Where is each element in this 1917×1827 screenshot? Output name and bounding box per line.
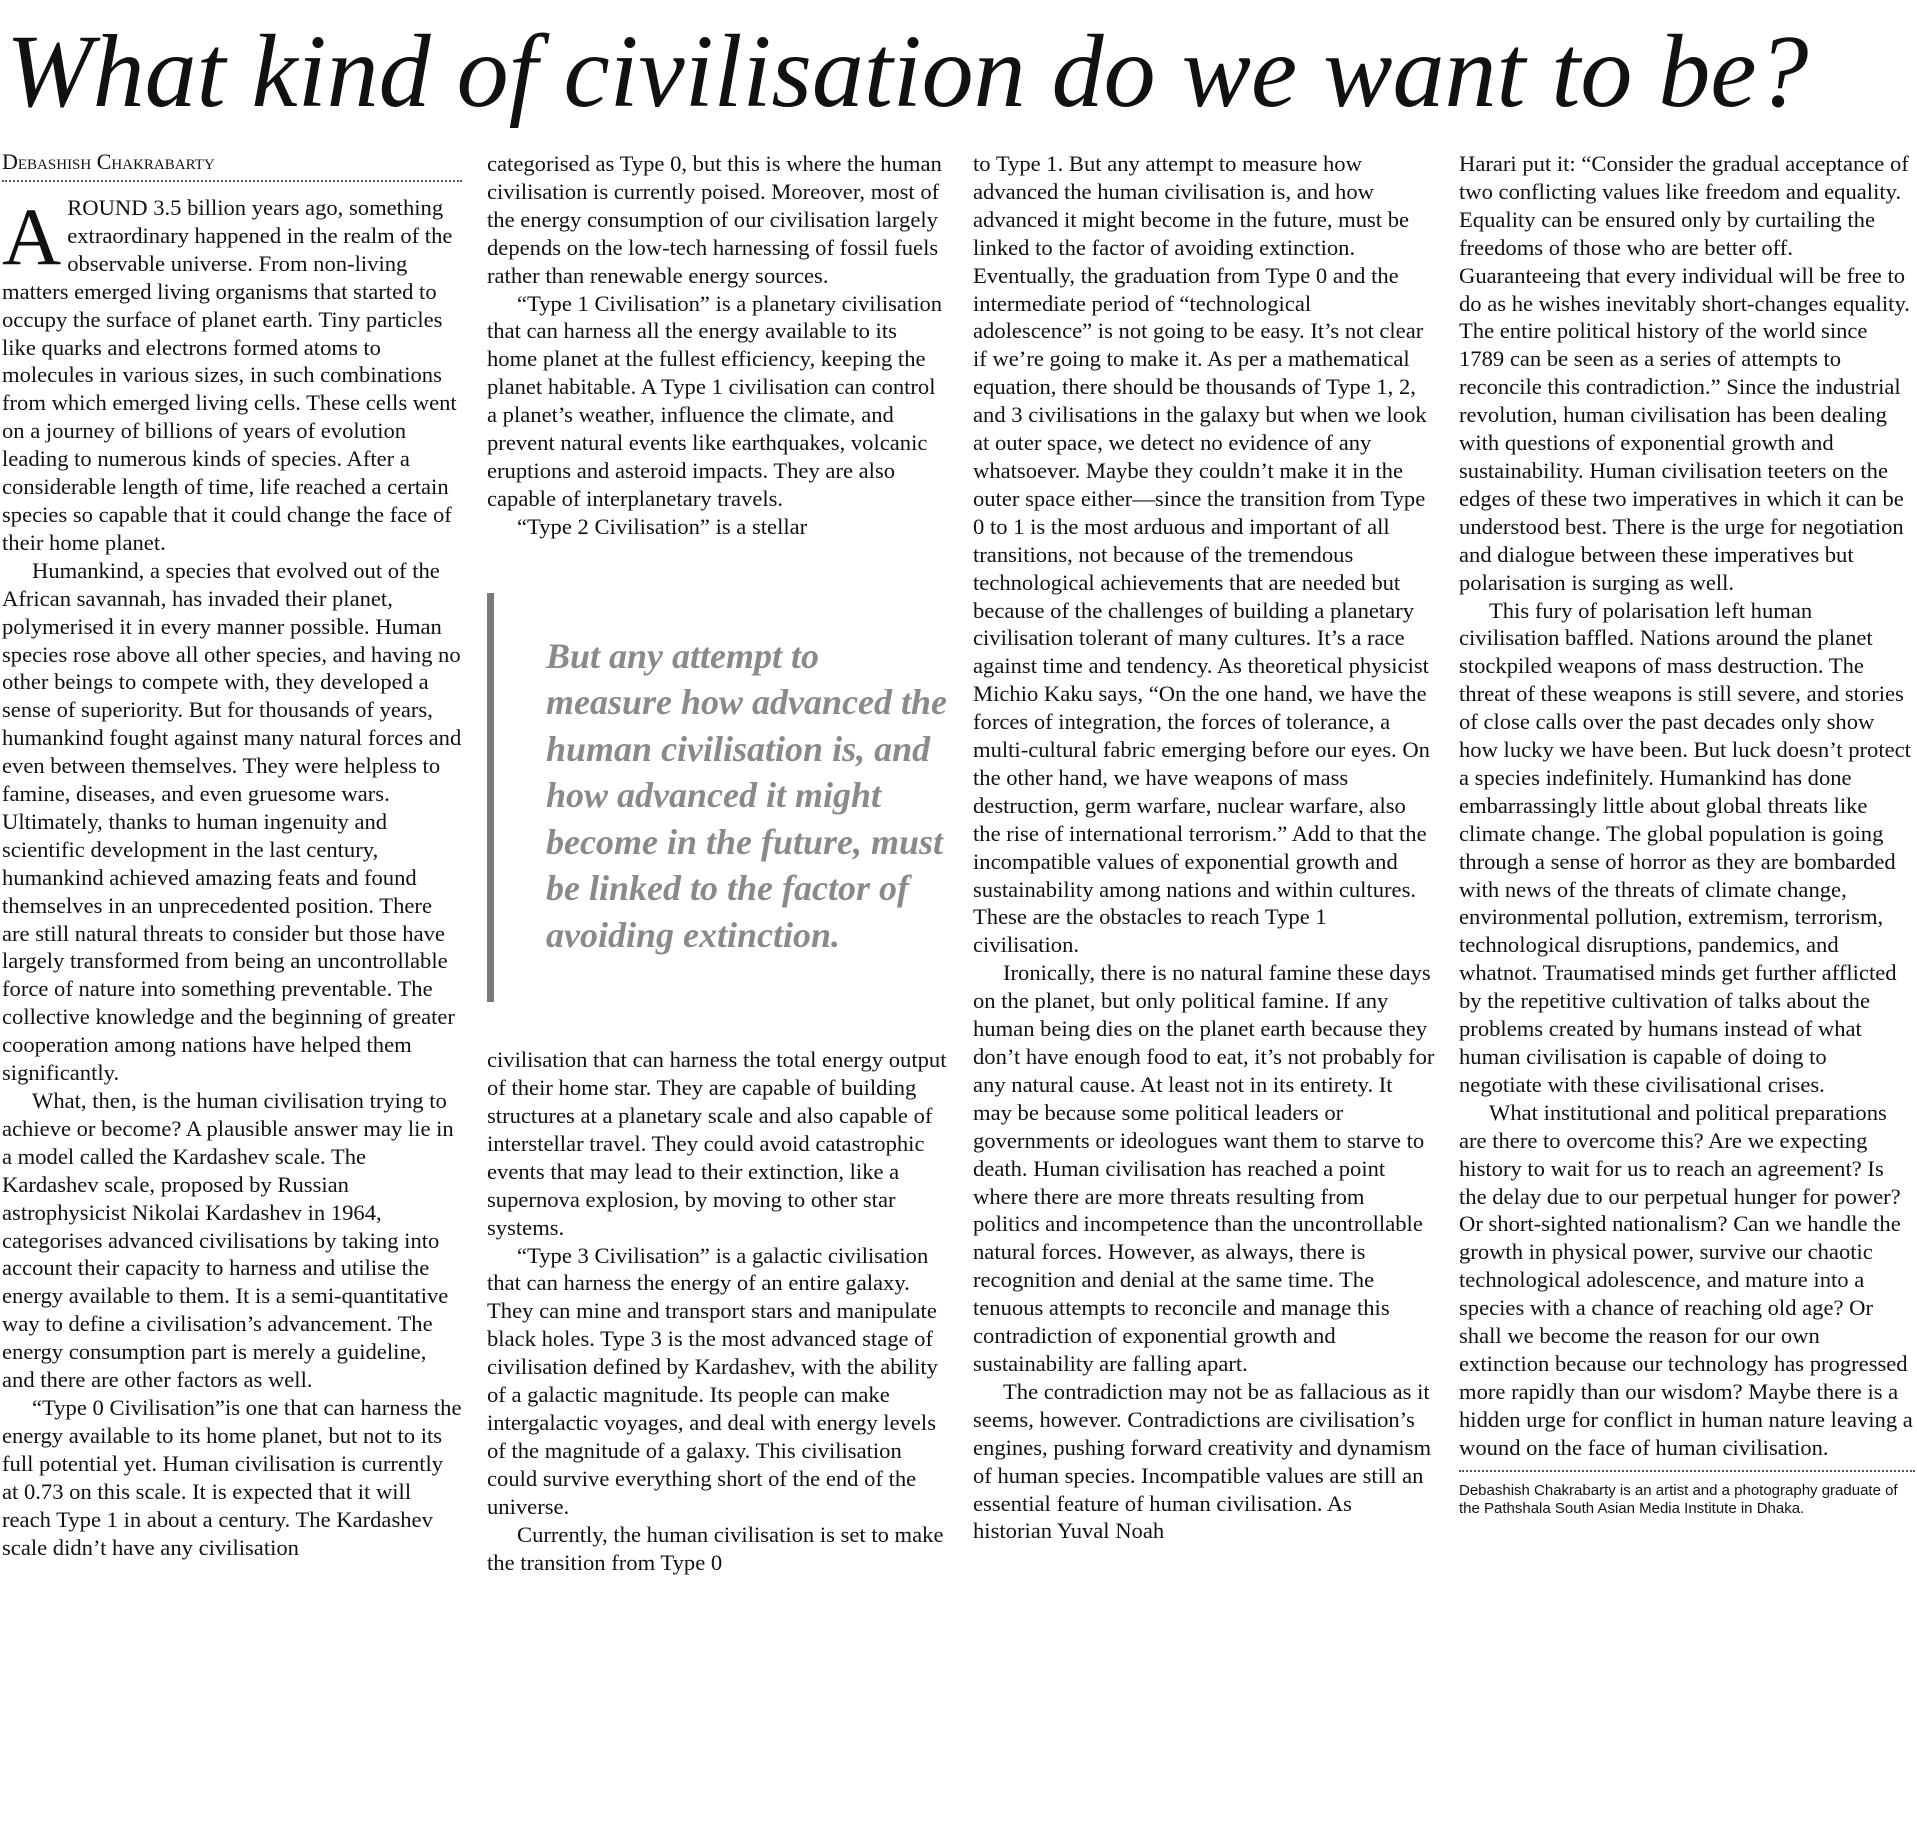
pull-quote: But any attempt to measure how advanced the human civilisation is, and how advanced it might become in the future, must be linked to the factor of avoiding extinction. — [487, 593, 949, 1003]
paragraph: Ironically, there is no natural famine these days on the planet, but only political famine. If any human being dies on the planet earth because they don’t have enough food to eat, it’s not probably for any natural cause. At least not in its entirety. It may be because some political leaders or governments or ideologues want them to starve to death. Human civilisation has reached a point where there are more threats resulting from politics and incompetence than the uncontrollable natural forces. However, as always, there is recognition and denial at the same time. The tenuous attempts to reconcile and manage this contradiction of exponential growth and sustainability are falling apart. — [973, 960, 1435, 1376]
drop-cap: A — [2, 191, 62, 282]
column-3 — [973, 150, 1435, 1545]
column-2 — [487, 150, 949, 1576]
paragraph: categorised as Type 0, but this is where the human civilisation is currently poised. Moreover, most of the energy consumption of our civilisation largely depends on the low-tech harnessing of fossil fuels rather than renewable energy sources. — [487, 151, 942, 288]
byline: Debashish Chakrabarty — [2, 150, 462, 182]
paragraph: What, then, is the human civilisation trying to achieve or become? A plausible answer may lie in a model called the Kardashev scale. The Kardashev scale, proposed by Russian astrophysicist Nikolai Kardashev in 1964, categorises advanced civilisations by taking into account their capacity to harness and utilise the energy available to them. It is a semi-quantitative way to define a civilisation’s advancement. The energy consumption part is merely a guideline, and there are other factors as well. — [2, 1088, 454, 1393]
paragraph: What institutional and political preparations are there to overcome this? Are we expecting history to wait for us to reach an agreement? Is the delay due to our perpetual hunger for power? Or short-sighted nationalism? Can we handle the growth in physical power, survive our chaotic technological adolescence, and mature into a species with a chance of reaching old age? Or shall we become the reason for our own extinction because our technology has progressed more rapidly than our wisdom? Maybe there is a hidden urge for conflict in human nature leaving a wound on the face of human civilisation. — [1459, 1099, 1913, 1460]
paragraph: “Type 1 Civilisation” is a planetary civilisation that can harness all the energy available to its home planet at the fullest efficiency, keeping the planet habitable. A Type 1 civilisation can control a planet’s weather, influence the climate, and prevent natural events like earthquakes, volcanic eruptions and asteroid impacts. They are also capable of interplanetary travels. — [487, 290, 943, 511]
paragraph: Currently, the human civilisation is set to make the transition from Type 0 — [487, 1521, 944, 1575]
paragraph: “Type 0 Civilisation”is one that can harness the energy available to its home planet, but not to its full potential yet. Human civilisation is currently at 0.73 on this scale. It is expected that it will reach Type 1 in about a century. The Kardashev scale didn’t have any civilisation — [2, 1394, 462, 1560]
paragraph: Harari put it: “Consider the gradual acceptance of two conflicting values like freedom and equality. Equality can be ensured only by curtailing the freedoms of those who are better off. Guaranteeing that every individual will be free to do as he wishes inevitably short-changes equality. The entire political history of the world since 1789 can be seen as a series of attempts to reconcile this contradiction.” Since the industrial revolution, human civilisation has been dealing with questions of exponential growth and sustainability. Human civilisation teeters on the edges of these two imperatives in which it can be understood best. There is the urge for negotiation and dialogue between these imperatives but polarisation is surging as well. — [1459, 151, 1910, 595]
paragraph: “Type 2 Civilisation” is a stellar — [517, 513, 808, 539]
author-bio: Debashish Chakrabarty is an artist and a photography graduate of the Pathshala South Asian Media Institute in Dhaka. — [1459, 1481, 1898, 1517]
column-4 — [1459, 150, 1915, 1518]
paragraph: to Type 1. But any attempt to measure how advanced the human civilisation is, and how advanced it might become in the future, must be linked to the factor of avoiding extinction. Eventually, the graduation from Type 0 and the intermediate period of “technological adolescence” is not going to be easy. It’s not clear if we’re going to make it. As per a mathematical equation, there should be thousands of Type 1, 2, and 3 civilisations in the galaxy but when we look at outer space, we detect no evidence of any whatsoever. Maybe they couldn’t make it in the outer space either—since the transition from Type 0 to 1 is the most arduous and important of all transitions, not because of the tremendous technological achievements that are needed but because of the challenges of building a planetary civilisation tolerant of many cultures. It’s a race against time and tendency. As theoretical physicist Michio Kaku says, “On the one hand, we have the forces of integration, the forces of tolerance, a multi-cultural fabric emerging before our eyes. On the other hand, we have weapons of mass destruction, germ warfare, nuclear warfare, also the rise of international terrorism.” Add to that the incompatible values of exponential growth and sustainability among nations and within cultures. These are the obstacles to reach Type 1 civilisation. — [973, 151, 1430, 958]
paragraph: civilisation that can harness the total energy output of their home star. They are capable of building structures at a planetary scale and also capable of interstellar travel. They could avoid catastrophic events that may lead to their extinction, like a supernova explosion, by moving to other star systems. — [487, 1047, 947, 1240]
author-bio-divider — [1459, 1470, 1915, 1518]
paragraph: This fury of polarisation left human civilisation baffled. Nations around the planet stockpiled weapons of mass destruction. The threat of these weapons is still severe, and stories of close calls over the past decades only show how lucky we have been. But luck doesn’t protect a species indefinitely. Humankind has done embarrassingly little about global threats like climate change. The global population is going through a sense of horror as they are bombarded with news of the threats of climate change, environmental pollution, extremism, terrorism, technological disruptions, pandemics, and whatnot. Traumatised minds get further afflicted by the repetitive cultivation of talks about the problems created by humans instead of what human civilisation is capable of doing to negotiate with these civilisational crises. — [1459, 597, 1911, 1097]
paragraph: Humankind, a species that evolved out of the African savannah, has invaded their planet, polymerised it in every manner possible. Human species rose above all other species, and having no other beings to compete with, they developed a sense of superiority. But for thousands of years, humankind fought against many natural forces and even between themselves. They were helpless to famine, diseases, and even gruesome wars. Ultimately, thanks to human ingenuity and scientific development in the last century, humankind achieved amazing feats and found themselves in an unprecedented position. There are still natural threats to consider but those have largely transformed from being an uncontrollable force of nature into something preventable. The collective knowledge and the beginning of greater cooperation among nations have helped them significantly. — [2, 557, 462, 1086]
paragraph: “Type 3 Civilisation” is a galactic civilisation that can harness the energy of an entire galaxy. They can mine and transport stars and manipulate black holes. Type 3 is the most advanced stage of civilisation defined by Kardashev, with the ability of a galactic magnitude. Its people can make intergalactic voyages, and deal with energy levels of the magnitude of a galaxy. This civilisation could survive everything short of the end of the universe. — [487, 1242, 938, 1519]
paragraph — [2, 191, 462, 557]
headline: What kind of civilisation do we want to be? — [6, 14, 1809, 129]
column-1 — [2, 150, 462, 1561]
paragraph: The contradiction may not be as fallacious as it seems, however. Contradictions are civilisation’s engines, pushing forward creativity and dynamism of human species. Incompatible values are still an essential feature of human civilisation. As historian Yuval Noah — [973, 1378, 1432, 1544]
paragraph-text: ROUND 3.5 billion years ago, something extraordinary happened in the realm of the observable universe. From non-living matters emerged living organisms that started to occupy the surface of planet earth. Tiny particles like quarks and electrons formed atoms to molecules in various sizes, in such combinations from which emerged living cells. These cells went on a journey of billions of years of evolution leading to numerous kinds of species. After a considerable length of time, life reached a certain species so capable that it could change the face of their home planet. — [2, 195, 457, 555]
